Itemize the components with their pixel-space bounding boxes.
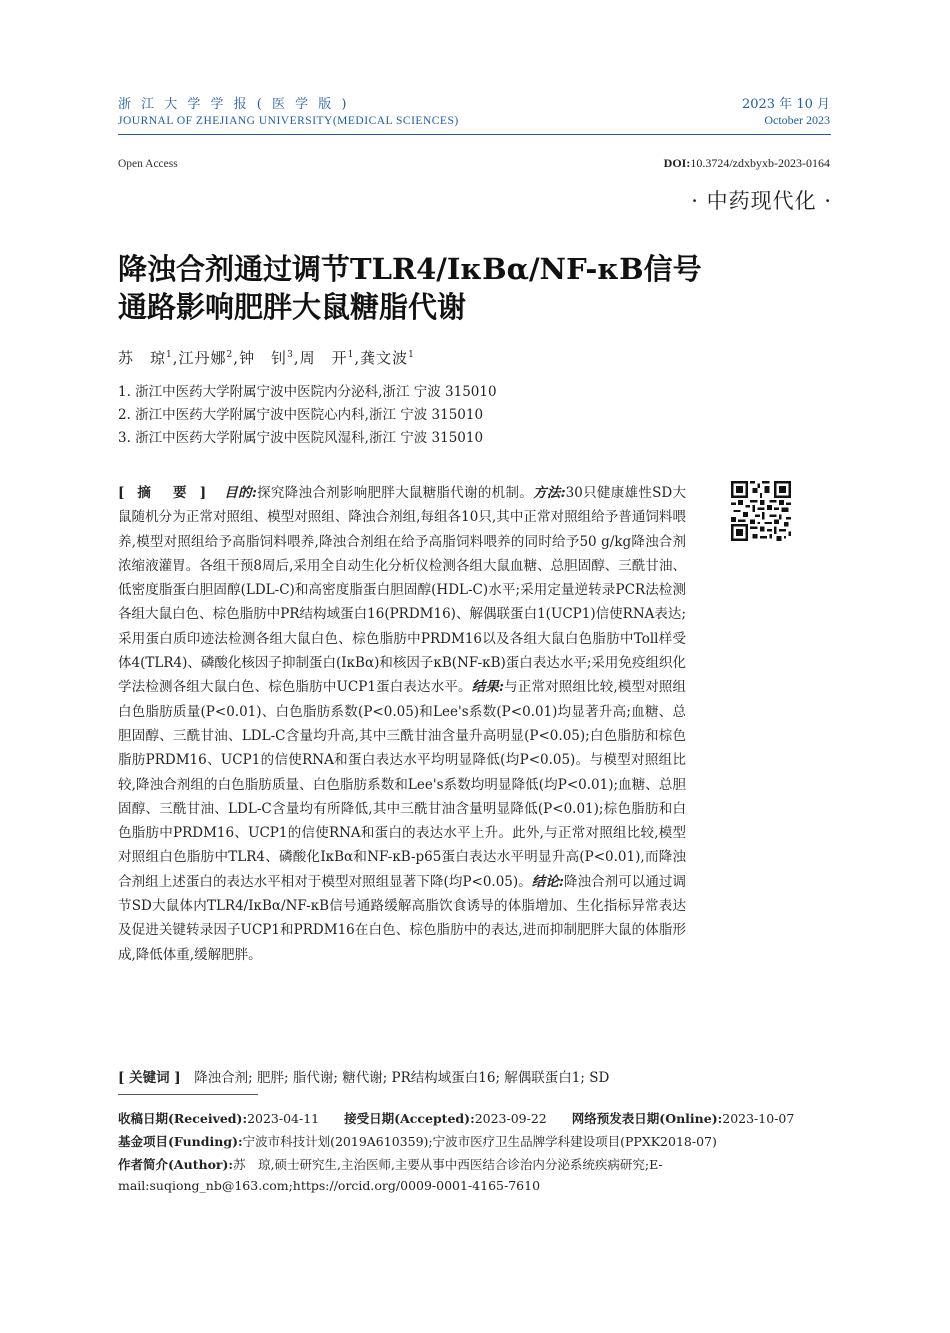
section-tag: · 中药现代化 · [691, 189, 832, 213]
results-label: 结果: [471, 679, 504, 696]
methods-label: 方法: [533, 485, 566, 501]
keywords-text: 降浊合剂; 肥胖; 脂代谢; 糖代谢; PR结构域蛋白16; 解偶联蛋白1; SD [194, 1070, 610, 1086]
title-line-2: 通路影响肥胖大鼠糖脂代谢 [118, 290, 467, 324]
online-label: 网络预发表日期(Online): [571, 1111, 723, 1126]
author-affil-mark: 2 [226, 350, 234, 360]
doi[interactable] [664, 156, 830, 171]
journal-name-cn: 浙 江 大 学 学 报 ( 医 学 版 ) [118, 97, 350, 112]
author-info-text[interactable]: 苏 琼,硕士研究生,主治医师,主要从事中西医结合诊治内分泌系统疾病研究;E-mail:suqiong_nb@163.com;https://orcid.org/0009-0001-4165-7610 [118, 1157, 663, 1193]
objective-label: 目的: [224, 485, 257, 501]
affiliation: 2. 浙江中医药大学附属宁波中医院心内科,浙江 宁波 315010 [118, 407, 484, 423]
author-affil-mark: 1 [408, 350, 415, 360]
author-affil-mark: 3 [287, 350, 294, 360]
abstract [118, 481, 686, 967]
received-date: 2023-04-11 [247, 1111, 320, 1126]
header-divider [118, 134, 831, 135]
footnote-divider [118, 1094, 258, 1095]
accepted-date: 2023-09-22 [474, 1111, 547, 1126]
funding-text: 宁波市科技计划(2019A610359);宁波市医疗卫生品牌学科建设项目(PPXK2018-07) [242, 1134, 717, 1149]
author-name: 钟 钊 [239, 349, 288, 367]
affiliation: 3. 浙江中医药大学附属宁波中医院风湿科,浙江 宁波 315010 [118, 430, 484, 446]
author-info-label: 作者简介(Author): [118, 1157, 234, 1172]
article-title [118, 250, 758, 326]
issue-date-cn: 2023 年 10 月 [741, 97, 830, 112]
conclusion-label: 结论: [531, 873, 564, 890]
funding [118, 1131, 717, 1152]
author-name: 江丹娜 [178, 349, 227, 367]
journal-name-en: JOURNAL OF ZHEJIANG UNIVERSITY(MEDICAL SCIENCES) [118, 115, 459, 127]
issue-date-en: October 2023 [764, 113, 830, 127]
author-name: 苏 琼 [118, 349, 167, 367]
abstract-label: [ 摘 要 ] [118, 485, 211, 501]
methods-text: 30只健康雄性SD大鼠随机分为正常对照组、模型对照组、降浊合剂组,每组各10只,其中正常对照组给予普通饲料喂养,模型对照组给予高脂饲料喂养,降浊合剂组在给予高脂饲料喂养的同时给予50 g/kg降浊合剂浓缩液灌胃。各组干预8周后,采用全自动生化分析仪检测各组大鼠血糖、总胆固醇、三酰甘油、低密度脂蛋白胆固醇(LDL-C)和高密度脂蛋白胆固醇(HDL-C)水平;采用定量逆转录PCR法检测各组大鼠白色、棕色脂肪中PR结构域蛋白16(PRDM16)、解偶联蛋白1(UCP1)信使RNA表达;采用蛋白质印迹法检测各组大鼠白色、棕色脂肪中PRDM16以及各组大鼠白色脂肪中Toll样受体4(TLR4)、磷酸化核因子抑制蛋白(IκBα)和核因子κB(NF-κB)蛋白表达水平;采用免疫组织化学法检测各组大鼠白色、棕色脂肪中UCP1蛋白表达水平。 [118, 485, 686, 696]
author-affil-mark: 1 [347, 350, 355, 360]
affiliation: 1. 浙江中医药大学附属宁波中医院内分泌科,浙江 宁波 315010 [118, 384, 497, 400]
author-name: 周 开 [299, 349, 348, 367]
author-info [118, 1154, 833, 1196]
received-label: 收稿日期(Received): [118, 1111, 248, 1126]
objective-text: 探究降浊合剂影响肥胖大鼠糖脂代谢的机制。 [256, 485, 534, 501]
doi-label: DOI: [663, 156, 691, 170]
funding-label: 基金项目(Funding): [118, 1134, 243, 1149]
doi-value: 10.3724/zdxbyxb-2023-0164 [690, 156, 830, 170]
keywords-label: [ 关键词 ] [118, 1070, 181, 1086]
title-line-1: 降浊合剂通过调节TLR4/IκBα/NF-κB信号 [118, 252, 702, 286]
keywords [118, 1066, 698, 1086]
author-list: 苏 琼$^1$,江丹娜$^2$,钟 钊$^3$,周 开$^1$,龚文波$^1$ [118, 349, 415, 367]
online-date: 2023-10-07 [722, 1111, 795, 1126]
author-affil-mark: 1 [166, 350, 173, 360]
article-dates [118, 1108, 794, 1129]
conclusion-text: 降浊合剂可以通过调节SD大鼠体内TLR4/IκBα/NF-κB信号通路缓解高脂饮食诱导的体脂增加、生化指标异常表达及促进关键转录因子UCP1和PRDM16在白色、棕色脂肪中的表达,进而抑制肥胖大鼠的体脂形成,降低体重,缓解肥胖。 [118, 873, 687, 963]
open-access-label: Open Access [118, 158, 178, 170]
accepted-label: 接受日期(Accepted): [344, 1111, 475, 1126]
qr-code-icon[interactable] [731, 481, 791, 541]
author-name: 龚文波 [360, 349, 409, 367]
results-text: 与正常对照组比较,模型对照组白色脂肪质量(P<0.01)、白色脂肪系数(P<0.05)和Lee's系数(P<0.01)均显著升高;血糖、总胆固醇、三酰甘油、LDL-C含量均升高,其中三酰甘油含量升高明显(P<0.05);白色脂肪和棕色脂肪PRDM16、UCP1的信使RNA和蛋白表达水平均明显降低(均P<0.05)。与模型对照组比较,降浊合剂组的白色脂肪质量、白色脂肪系数和Lee's系数均明显降低(均P<0.01);血糖、总胆固醇、三酰甘油、LDL-C含量均有所降低,其中三酰甘油含量明显降低(P<0.01);棕色脂肪和白色脂肪中PRDM16、UCP1的信使RNA和蛋白的表达水平上升。此外,与正常对照组比较,模型对照组白色脂肪中TLR4、磷酸化IκBα和NF-κB-p65蛋白表达水平明显升高(P<0.01),而降浊合剂组上述蛋白的表达水平相对于模型对照组显著下降(均P<0.05)。 [118, 679, 687, 890]
